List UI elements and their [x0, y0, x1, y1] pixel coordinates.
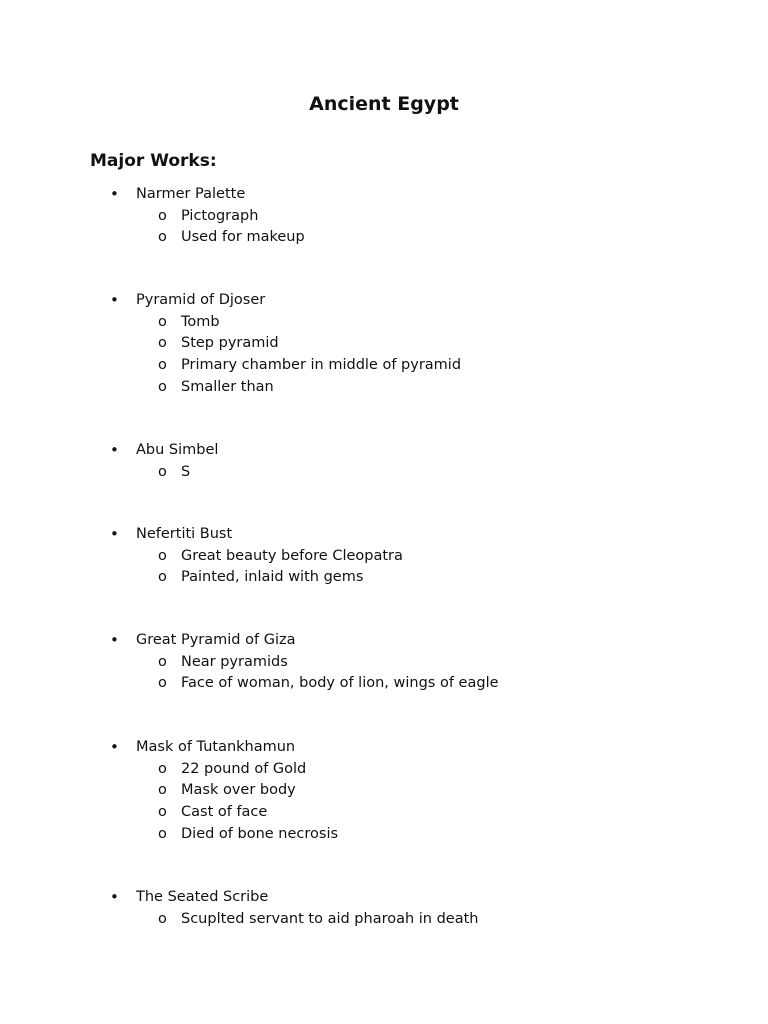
work-note: Used for makeup [181, 229, 305, 246]
sub-list [0, 206, 768, 249]
work-note: Painted, inlaid with gems [181, 569, 364, 586]
sub-bullet-icon: o [158, 675, 167, 692]
work-note: S [181, 463, 191, 480]
sub-bullet-icon: o [158, 313, 167, 330]
work-title: Pyramid of Djoser [136, 292, 266, 308]
work-note: Mask over body [181, 782, 296, 799]
work-note: Great beauty before Cleopatra [181, 547, 403, 564]
page-title: Ancient Egypt [309, 93, 459, 115]
sub-list [0, 546, 768, 589]
bullet-icon: • [110, 441, 119, 459]
sub-list-item [0, 206, 768, 228]
work-note: Near pyramids [181, 653, 288, 670]
sub-bullet-icon: o [158, 825, 167, 842]
list-item [0, 524, 768, 589]
sub-list-item [0, 567, 768, 589]
sub-bullet-icon: o [158, 569, 167, 586]
work-note: Tomb [181, 313, 220, 330]
bullet-icon: • [110, 888, 119, 906]
sub-list-item [0, 462, 768, 484]
list-item [0, 630, 768, 695]
sub-bullet-icon: o [158, 207, 167, 224]
work-note: Pictograph [181, 207, 259, 224]
sub-list [0, 312, 768, 399]
sub-bullet-icon: o [158, 229, 167, 246]
sub-bullet-icon: o [158, 782, 167, 799]
bullet-icon: • [110, 291, 119, 309]
sub-list-item [0, 759, 768, 781]
work-title: Mask of Tutankhamun [136, 739, 296, 755]
sub-list [0, 652, 768, 695]
sub-list-item [0, 227, 768, 249]
sub-list-item [0, 355, 768, 377]
work-title: Nefertiti Bust [136, 526, 233, 542]
work-note: Scuplted servant to aid pharoah in death [181, 910, 479, 927]
bullet-icon: • [110, 525, 119, 543]
work-note: Step pyramid [181, 335, 279, 352]
bullet-icon: • [110, 738, 119, 756]
work-title: Abu Simbel [136, 442, 219, 458]
work-note: Died of bone necrosis [181, 825, 339, 842]
sub-bullet-icon: o [158, 378, 167, 395]
sub-list-item [0, 312, 768, 334]
work-note: Primary chamber in middle of pyramid [181, 356, 462, 373]
sub-bullet-icon: o [158, 910, 167, 927]
sub-list-item [0, 673, 768, 695]
sub-bullet-icon: o [158, 335, 167, 352]
list-item [0, 290, 768, 398]
bullet-icon: • [110, 185, 119, 203]
sub-list-item [0, 333, 768, 355]
sub-list [0, 462, 768, 484]
sub-list-item [0, 652, 768, 674]
sub-list [0, 759, 768, 846]
sub-bullet-icon: o [158, 547, 167, 564]
sub-list [0, 909, 768, 931]
sub-list-item [0, 780, 768, 802]
work-note: 22 pound of Gold [181, 760, 307, 777]
section-heading: Major Works: [90, 151, 217, 171]
bullet-icon: • [110, 631, 119, 649]
sub-bullet-icon: o [158, 653, 167, 670]
sub-list-item [0, 377, 768, 399]
work-note: Cast of face [181, 803, 268, 820]
sub-bullet-icon: o [158, 463, 167, 480]
list-item [0, 887, 768, 930]
work-title: Narmer Palette [136, 186, 246, 202]
work-note: Smaller than [181, 378, 274, 395]
sub-list-item [0, 824, 768, 846]
work-title: Great Pyramid of Giza [136, 632, 296, 648]
sub-bullet-icon: o [158, 760, 167, 777]
work-title: The Seated Scribe [136, 889, 269, 905]
sub-bullet-icon: o [158, 803, 167, 820]
list-item [0, 440, 768, 483]
list-item [0, 184, 768, 249]
sub-list-item [0, 802, 768, 824]
work-note: Face of woman, body of lion, wings of eagle [181, 675, 499, 692]
sub-list-item [0, 909, 768, 931]
sub-list-item [0, 546, 768, 568]
sub-bullet-icon: o [158, 356, 167, 373]
list-item [0, 737, 768, 845]
